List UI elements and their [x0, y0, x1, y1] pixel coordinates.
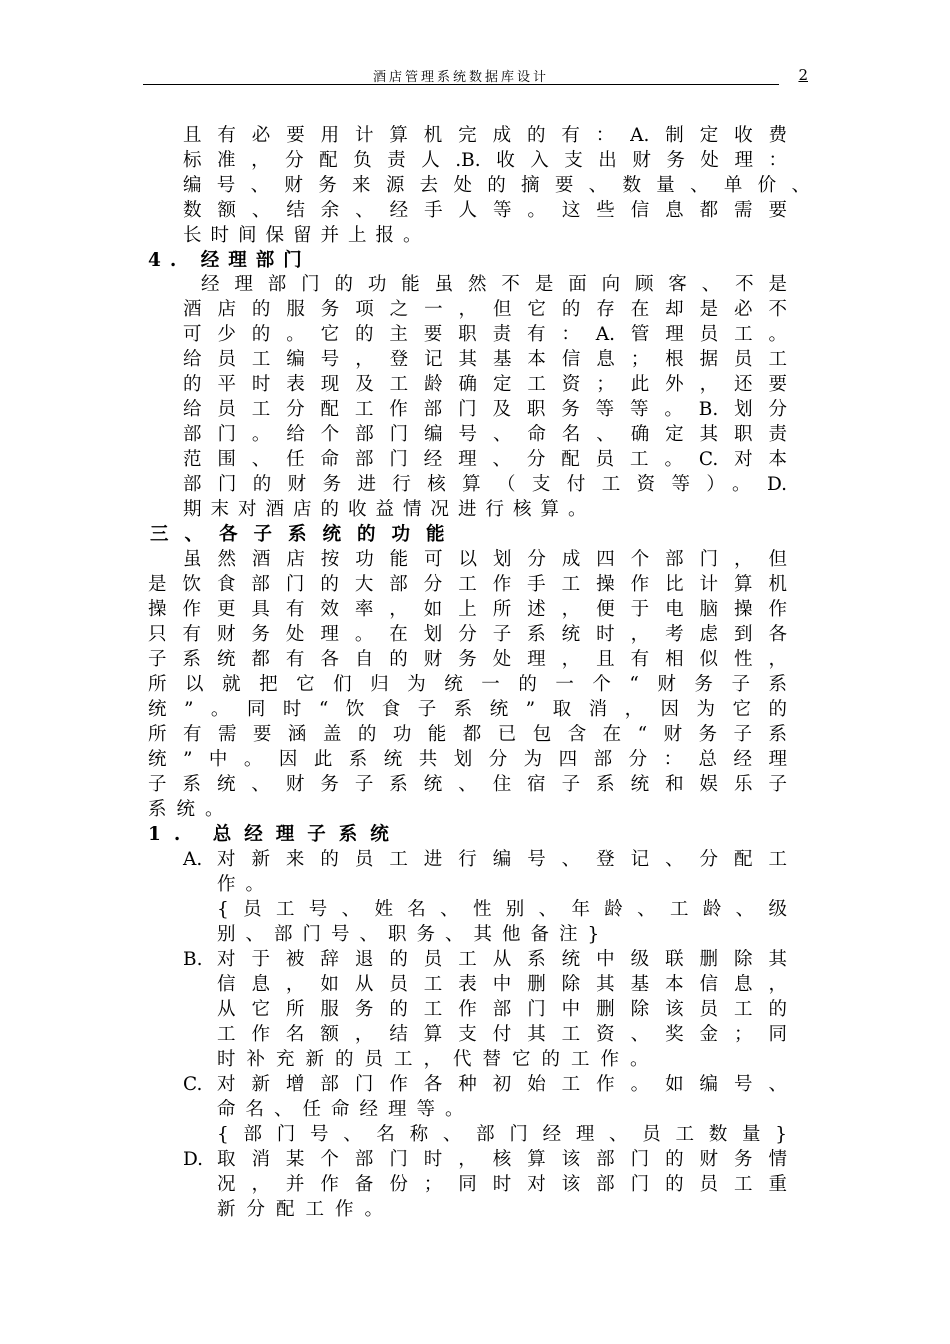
header-title: 酒店管理系统数据库设计: [372, 70, 549, 85]
text-line: 况，并作备份；同时对该部门的员工重: [217, 1174, 787, 1195]
list-marker: C.: [183, 1074, 203, 1095]
text-line: 子系统、财务子系统、住宿子系统和娱乐子: [148, 774, 787, 795]
text-line: 编号、财务来源去处的摘要、数量、单价、: [183, 175, 810, 196]
text-line: 子系统都有各自的财务处理，且有相似性，: [148, 649, 787, 670]
list-marker: B.: [183, 949, 203, 970]
text-line: {部门号、名称、部门经理、员工数量}: [217, 1124, 787, 1145]
text-line: 经理部门的功能虽然不是面向顾客、不是: [201, 274, 787, 295]
page-number: 2: [798, 66, 808, 84]
text-line: 期末对酒店的收益情况进行核算。: [183, 499, 596, 520]
text-line: 对新增部门作各种初始工作。如编号、: [217, 1074, 787, 1095]
text-line: 统”中。因此系统共划分为四部分：总经理: [148, 749, 787, 770]
text-line: 给员工分配工作部门及职务等等。B.划分: [183, 399, 787, 420]
text-line: 给员工编号，登记其基本信息；根据员工: [183, 349, 787, 370]
text-line: 数额、结余、经手人等。这些信息都需要: [183, 200, 787, 221]
text-line: 别、部门号、职务、其他备注}: [217, 924, 610, 945]
list-marker: A.: [183, 849, 203, 870]
text-line: 的平时表现及工龄确定工资；此外，还要: [183, 374, 787, 395]
list-marker: D.: [183, 1149, 204, 1170]
section-heading: 1. 总经理子系统: [148, 824, 402, 845]
text-line: 且有必要用计算机完成的有：A.制定收费: [183, 125, 787, 146]
text-line: 只有财务处理。在划分子系统时，考虑到各: [148, 624, 787, 645]
text-line: 酒店的服务项之一，但它的存在却是必不: [183, 299, 787, 320]
text-line: 对新来的员工进行编号、登记、分配工: [217, 849, 787, 870]
text-line: 对于被辞退的员工从系统中级联删除其: [217, 949, 787, 970]
text-line: 可少的。它的主要职责有：A.管理员工。: [183, 324, 787, 345]
text-line: 操作更具有效率，如上所述，便于电脑操作: [148, 599, 787, 620]
text-line: {员工号、姓名、性别、年龄、工龄、级: [217, 899, 787, 920]
section-heading: 4. 经理部门: [148, 250, 311, 271]
text-line: 新分配工作。: [217, 1199, 395, 1220]
text-line: 所以就把它们归为统一的一个“财务子系: [148, 674, 787, 695]
text-line: 范围、任命部门经理、分配员工。C.对本: [183, 449, 787, 470]
text-line: 时补充新的员工，代替它的工作。: [217, 1049, 660, 1070]
text-line: 标准，分配负责人.B.收入支出财务处理：: [183, 150, 787, 171]
text-line: 命名、任命经理等。: [217, 1099, 474, 1120]
text-line: 从它所服务的工作部门中删除该员工的: [217, 999, 787, 1020]
section-heading: 三、各子系统的功能: [150, 524, 461, 545]
text-line: 取消某个部门时，核算该部门的财务情: [217, 1149, 787, 1170]
text-line: 部门。给个部门编号、命名、确定其职责: [183, 424, 787, 445]
text-line: 所有需要涵盖的功能都已包含在“财务子系: [148, 724, 787, 745]
text-line: 信息，如从员工表中删除其基本信息，: [217, 974, 787, 995]
text-line: 部门的财务进行核算（支付工资等）。D.: [183, 474, 787, 495]
text-line: 长时间保留并上报。: [183, 225, 431, 246]
text-line: 统”。同时“饮食子系统”取消，因为它的: [148, 699, 787, 720]
text-line: 虽然酒店按功能可以划分成四个部门，但: [183, 549, 787, 570]
text-line: 作。: [217, 874, 275, 895]
text-line: 是饮食部门的大部分工作手工操作比计算机: [148, 574, 787, 595]
text-line: 工作名额，结算支付其工资、奖金；同: [217, 1024, 787, 1045]
text-line: 系统。: [148, 799, 234, 820]
